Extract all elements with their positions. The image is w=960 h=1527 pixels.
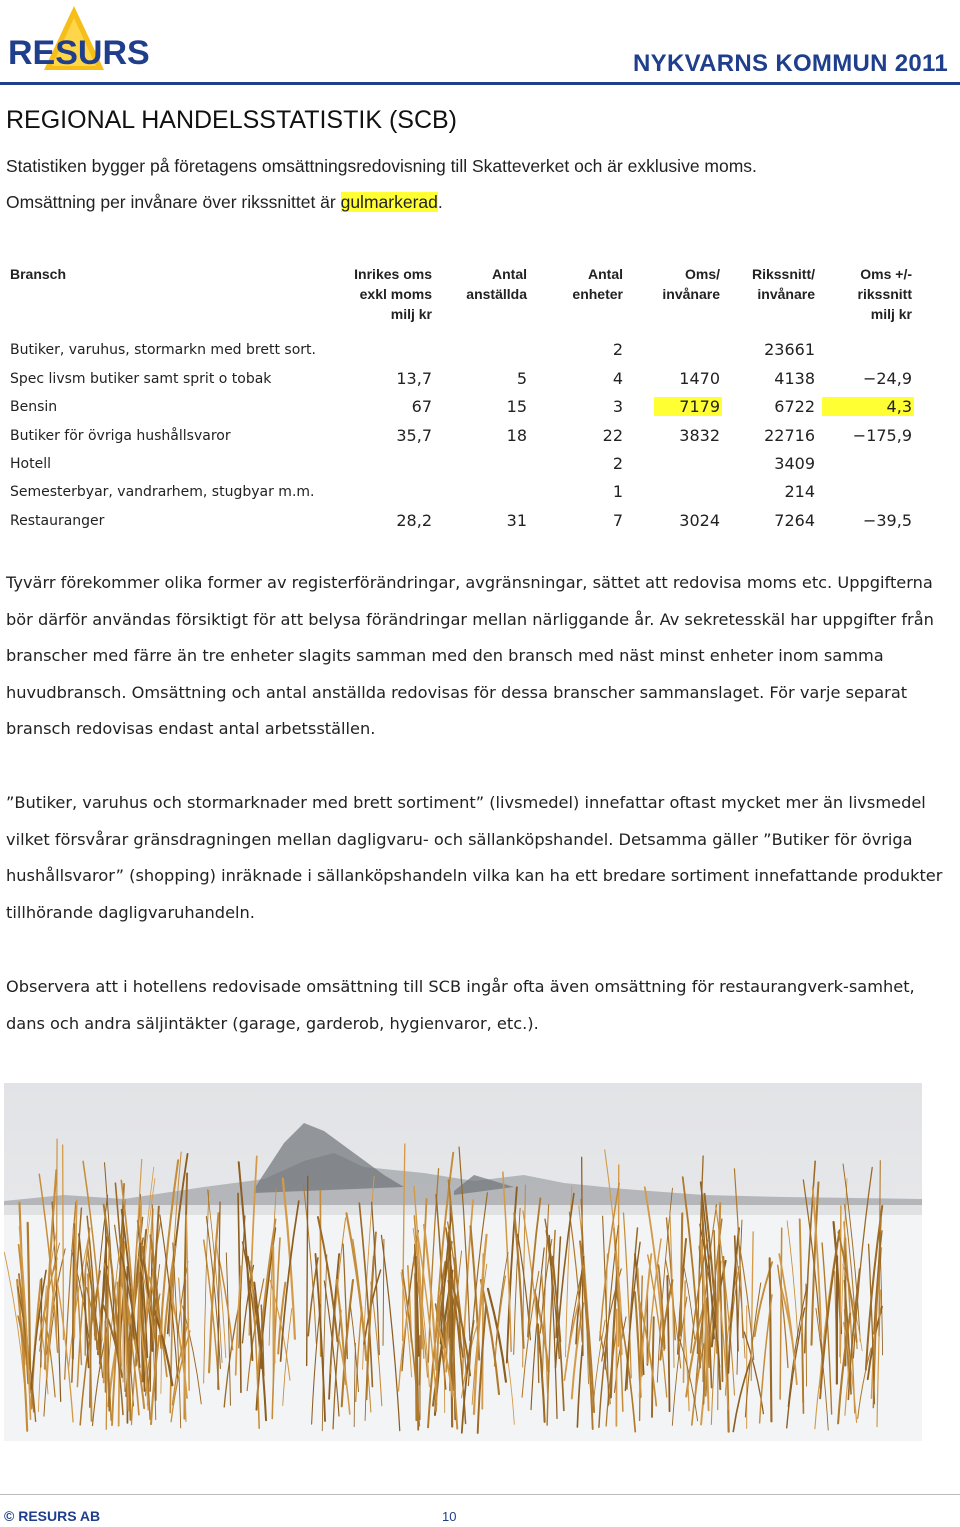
cell-inrikes: 67 xyxy=(411,397,432,416)
row-label: Spec livsm butiker samt sprit o tobak xyxy=(10,371,272,387)
table-row xyxy=(0,480,960,508)
cell-oms-invanare: 3024 xyxy=(679,511,720,530)
reed-stalk xyxy=(273,1246,274,1363)
cell-enheter: 4 xyxy=(612,369,623,388)
header-rikssnitt-invanare: Rikssnitt/ invånare xyxy=(751,266,815,302)
cell-inrikes: 28,2 xyxy=(396,511,432,530)
cell-rikssnitt: 23661 xyxy=(764,340,815,359)
table-row xyxy=(0,367,960,395)
cell-enheter: 1 xyxy=(612,482,623,501)
paragraph-register-changes: Tyvärr förekommer olika former av registerförändringar, avgränsningar, sättet att redovisa moms etc. Uppgifterna bör därför användas försiktigt för att belysa förändringar mellan närliggande år. Av sekretesskäl har uppgifter från branscher med färre än tre enheter slagits samman med den bransch med näst minst enheter inom samma huvudbransch. Omsättning och antal anställda redovisas för dessa branscher sammanslaget. För varje separat bransch redovisas endast antal arbetsställen. xyxy=(6,573,934,739)
cell-oms-invanare: 3832 xyxy=(679,426,720,445)
row-label: Hotell xyxy=(10,456,51,472)
header-oms-invanare: Oms/ invånare xyxy=(662,266,720,302)
cell-anstallda: 5 xyxy=(516,369,527,388)
cell-rikssnitt: 214 xyxy=(784,482,815,501)
reed-stalk xyxy=(63,1145,64,1340)
row-label: Butiker för övriga hushållsvaror xyxy=(10,428,231,444)
logo-text: RESURS xyxy=(8,34,150,72)
cell-enheter: 3 xyxy=(612,397,623,416)
reed-stalk xyxy=(451,1279,452,1427)
table-row xyxy=(0,338,960,366)
header-antal-enheter: Antal enheter xyxy=(572,266,623,302)
header-oms-diff: Oms +/- rikssnitt milj kr xyxy=(857,266,912,322)
footer-divider xyxy=(0,1494,960,1495)
document-header-title: NYKVARNS KOMMUN 2011 xyxy=(633,50,948,77)
resurs-logo xyxy=(4,4,150,72)
cell-rikssnitt: 6722 xyxy=(774,397,815,416)
cell-enheter: 2 xyxy=(612,454,623,473)
cell-anstallda: 18 xyxy=(506,426,527,445)
trade-statistics-table xyxy=(0,262,960,542)
intro-line-2 xyxy=(6,192,443,213)
header-divider xyxy=(0,82,960,85)
cell-rikssnitt: 7264 xyxy=(774,511,815,530)
winter-reeds-photo xyxy=(4,1083,922,1441)
cell-oms-invanare-highlighted: 7179 xyxy=(654,397,722,416)
table-row xyxy=(0,395,960,423)
paragraph-hotel-note: Observera att i hotellens redovisade omsättning till SCB ingår ofta även omsättning för restaurangverk-samhet, dans och andra säljintäkter (garage, garderob, hygienvaror, etc.). xyxy=(6,977,915,1033)
intro-line-2-suffix: . xyxy=(437,192,443,212)
table-row xyxy=(0,509,960,537)
footer-page-number: 10 xyxy=(442,1509,457,1524)
cell-rikssnitt: 4138 xyxy=(774,369,815,388)
header-inrikes-oms: Inrikes oms exkl moms milj kr xyxy=(354,266,432,322)
header-bransch: Bransch xyxy=(10,266,67,282)
table-row xyxy=(0,452,960,480)
row-label: Bensin xyxy=(10,399,58,415)
table-row xyxy=(0,424,960,452)
cell-oms-diff-highlighted: 4,3 xyxy=(822,397,914,416)
page-title: REGIONAL HANDELSSTATISTIK (SCB) xyxy=(6,106,458,134)
row-label: Restauranger xyxy=(10,513,105,529)
cell-oms-diff: −175,9 xyxy=(852,426,912,445)
paragraph-store-definitions: ”Butiker, varuhus och stormarknader med brett sortiment” (livsmedel) innefattar oftast mycket mer än livsmedel vilket försvårar gränsdragningen mellan dagligvaru- och sällanköpshandel. Detsamma gäller ”Butiker för övriga hushållsvaror” (shopping) inräknade i sällanköpshandeln vilka kan ha ett bredare sortiment innefattande produkter tillhörande dagligvaruhandeln. xyxy=(6,793,943,922)
cell-enheter: 22 xyxy=(602,426,623,445)
cell-rikssnitt: 22716 xyxy=(764,426,815,445)
row-label: Semesterbyar, vandrarhem, stugbyar m.m. xyxy=(10,484,315,500)
cell-inrikes: 13,7 xyxy=(396,369,432,388)
cell-anstallda: 15 xyxy=(506,397,527,416)
cell-oms-diff: −39,5 xyxy=(862,511,912,530)
footer-company: © RESURS AB xyxy=(4,1508,101,1524)
cell-oms-diff: −24,9 xyxy=(862,369,912,388)
cell-enheter: 7 xyxy=(612,511,623,530)
cell-enheter: 2 xyxy=(612,340,623,359)
reed-stalk xyxy=(840,1206,841,1357)
cell-oms-invanare: 1470 xyxy=(679,369,720,388)
row-label: Butiker, varuhus, stormarkn med brett sort. xyxy=(10,342,316,358)
header-antal-anstallda: Antal anställda xyxy=(466,266,527,302)
intro-highlight-word: gulmarkerad xyxy=(340,192,438,212)
intro-line-2-prefix: Omsättning per invånare över rikssnittet är xyxy=(6,192,341,212)
cell-inrikes: 35,7 xyxy=(396,426,432,445)
landscape-image xyxy=(4,1083,922,1441)
intro-line-1: Statistiken bygger på företagens omsättningsredovisning till Skatteverket och är exklusive moms. xyxy=(6,156,757,176)
cell-anstallda: 31 xyxy=(506,511,527,530)
cell-rikssnitt: 3409 xyxy=(774,454,815,473)
